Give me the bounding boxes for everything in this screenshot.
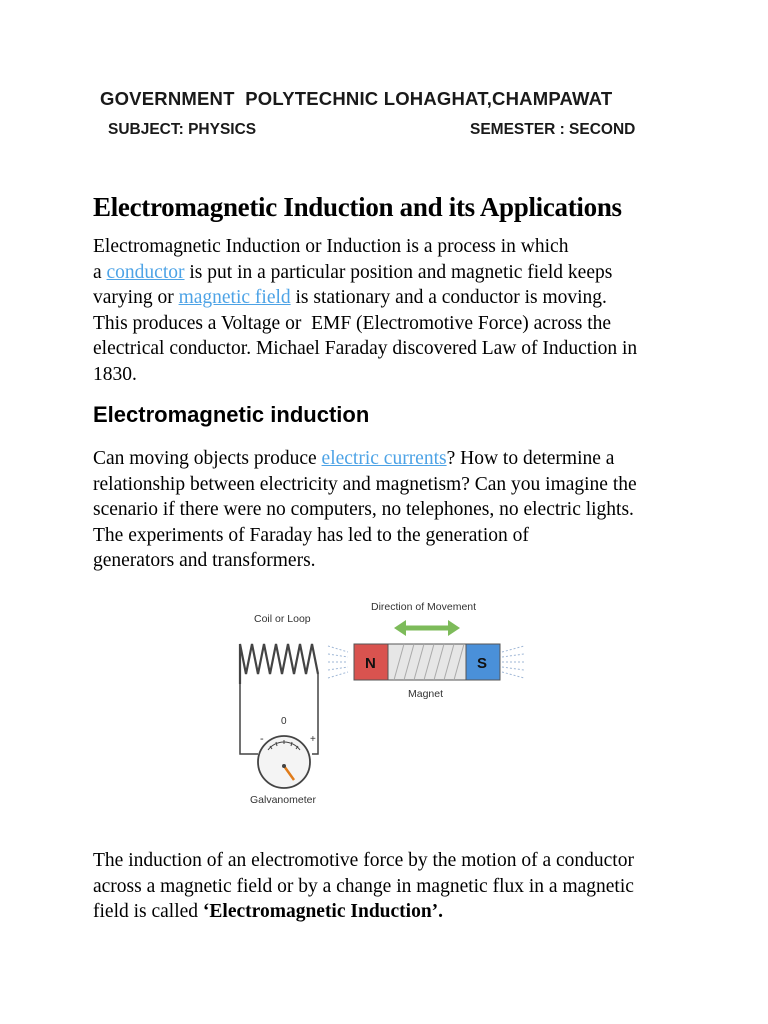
coil-label: Coil or Loop: [254, 613, 311, 625]
intro-line: electrical conductor. Michael Faraday discovered Law of Induction in: [93, 338, 638, 359]
definition-term: ‘Electromagnetic Induction’.: [202, 901, 444, 922]
intro-line: Electromagnetic Induction or Induction is a process in which: [93, 236, 569, 257]
intro-line: a conductor is put in a particular position and magnetic field keeps: [93, 261, 613, 283]
definition-paragraph: [93, 848, 693, 925]
paragraph-line: The experiments of Faraday has led to the generation of: [93, 524, 529, 546]
double-arrow-icon: [394, 620, 460, 636]
wire-left: [240, 684, 258, 754]
paragraph-line: Can moving objects produce electric currents? How to determine a: [93, 448, 615, 469]
page-title: Electromagnetic Induction and its Applications: [93, 192, 622, 222]
south-pole-label: S: [477, 655, 488, 672]
intro-line: 1830.: [93, 363, 137, 385]
direction-label: Direction of Movement: [371, 601, 477, 613]
electric-currents-link[interactable]: electric currents: [321, 448, 447, 469]
paragraph-line: generators and transformers.: [93, 550, 316, 571]
conductor-link[interactable]: conductor: [106, 261, 185, 283]
subject-label: SUBJECT: PHYSICS: [108, 121, 257, 138]
paragraph-line: relationship between electricity and magnetism? Can you imagine the: [93, 473, 637, 495]
galvanometer-icon: [258, 736, 310, 788]
magnetic-field-link[interactable]: magnetic field: [178, 287, 291, 308]
semester-label: SEMESTER : SECOND: [470, 121, 636, 138]
galvanometer-label: Galvanometer: [250, 794, 316, 806]
minus-mark: -: [260, 733, 264, 745]
section-heading: Electromagnetic induction: [93, 402, 370, 427]
zero-mark: 0: [281, 716, 287, 727]
paragraph-line: across a magnetic field or by a change in magnetic flux in a magnetic: [93, 875, 634, 897]
magnet-label: Magnet: [408, 688, 444, 700]
plus-mark: +: [310, 734, 316, 745]
question-paragraph: [93, 446, 693, 574]
paragraph-line: The induction of an electromotive force by the motion of a conductor: [93, 850, 634, 871]
intro-line: varying or magnetic field is stationary and a conductor is moving.: [93, 287, 607, 308]
intro-line: This produces a Voltage or EMF (Electromotive Force) across the: [93, 312, 612, 334]
coil-icon: [240, 644, 318, 684]
induction-diagram: [228, 594, 538, 814]
paragraph-line: scenario if there were no computers, no telephones, no electric lights.: [93, 499, 634, 520]
intro-paragraph: [93, 234, 693, 387]
college-name: GOVERNMENT POLYTECHNIC LOHAGHAT,CHAMPAWAT: [100, 88, 613, 109]
paragraph-line: field is called ‘Electromagnetic Induction’.: [93, 901, 444, 922]
north-pole-label: N: [365, 655, 376, 672]
